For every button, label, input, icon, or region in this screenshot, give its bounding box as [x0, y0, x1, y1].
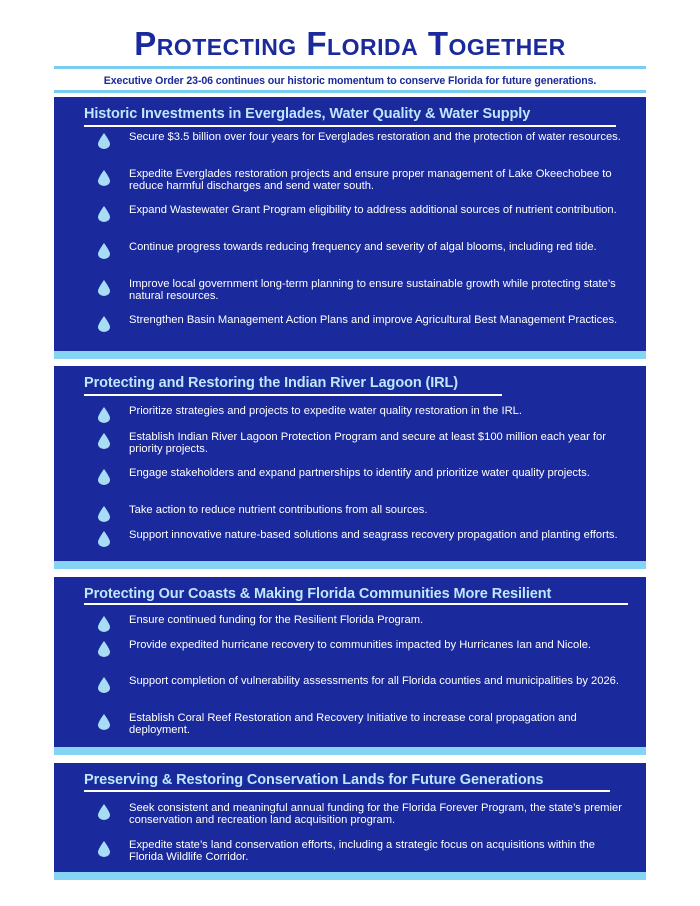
section-title: Protecting and Restoring the Indian River Lagoon (IRL) [84, 375, 459, 391]
title-rule-bottom [54, 90, 646, 93]
section-title: Protecting Our Coasts & Making Florida Communities More Resilient [84, 586, 552, 602]
water-drop-icon [98, 804, 110, 820]
item-text: Secure $3.5 billion over four years for Everglades restoration and the protection of water resources. [129, 131, 621, 143]
water-drop-icon [98, 714, 110, 730]
water-drop-icon [98, 243, 110, 259]
item-text: Establish Coral Reef Restoration and Recovery Initiative to increase coral propagation and deployment. [129, 712, 577, 736]
water-drop-icon [98, 407, 110, 423]
section-conservation-lands [54, 763, 646, 880]
item-text: Improve local government long-term planning to ensure sustainable growth while protecting state’s natural resources. [129, 278, 616, 302]
item-text: Expedite Everglades restoration projects and ensure proper management of Lake Okeechobee to reduce harmful discharges and send water south. [129, 168, 612, 192]
item-text: Provide expedited hurricane recovery to communities impacted by Hurricanes Ian and Nicole. [129, 639, 592, 651]
section-title-rule [84, 394, 502, 396]
water-drop-icon [98, 280, 110, 296]
item-text: Strengthen Basin Management Action Plans and improve Agricultural Best Management Practices. [129, 314, 618, 326]
item-text: Continue progress towards reducing frequency and severity of algal blooms, including red tide. [129, 241, 597, 253]
section-everglades [54, 97, 646, 359]
title-rule-top [54, 66, 646, 69]
water-drop-icon [98, 506, 110, 522]
page-subtitle: Executive Order 23-06 continues our historic momentum to conserve Florida for future generations. [103, 75, 597, 87]
item-text: Expand Wastewater Grant Program eligibility to address additional sources of nutrient contribution. [129, 204, 617, 216]
water-drop-icon [98, 641, 110, 657]
item-text: Support innovative nature-based solutions and seagrass recovery propagation and planting efforts. [129, 529, 618, 541]
item-text: Establish Indian River Lagoon Protection Program and secure at least $100 million each year for priority projects. [129, 431, 606, 455]
item-text: Seek consistent and meaningful annual funding for the Florida Forever Program, the state’s premier conservation and recreation land acquisition program. [129, 802, 622, 826]
section-indian-river-lagoon [54, 366, 646, 569]
item-text: Engage stakeholders and expand partnerships to identify and prioritize water quality projects. [129, 467, 590, 479]
page-title: Protecting Florida Together [134, 25, 566, 62]
section-title-rule [84, 790, 610, 792]
item-text: Expedite state’s land conservation efforts, including a strategic focus on acquisitions within the Florida Wildlife Corridor. [129, 839, 596, 863]
item-text: Prioritize strategies and projects to expedite water quality restoration in the IRL. [129, 405, 523, 417]
item-text: Ensure continued funding for the Resilient Florida Program. [129, 614, 424, 626]
item-text: Take action to reduce nutrient contributions from all sources. [129, 504, 428, 516]
water-drop-icon [98, 616, 110, 632]
water-drop-icon [98, 469, 110, 485]
water-drop-icon [98, 677, 110, 693]
item-text: Support completion of vulnerability assessments for all Florida counties and municipalities by 2026. [129, 675, 620, 687]
water-drop-icon [98, 841, 110, 857]
section-title: Preserving & Restoring Conservation Lands for Future Generations [84, 772, 544, 788]
water-drop-icon [98, 170, 110, 186]
water-drop-icon [98, 206, 110, 222]
section-title: Historic Investments in Everglades, Water Quality & Water Supply [84, 106, 531, 122]
section-coasts-resilience [54, 577, 646, 755]
water-drop-icon [98, 433, 110, 449]
water-drop-icon [98, 133, 110, 149]
section-title-rule [84, 125, 616, 127]
water-drop-icon [98, 531, 110, 547]
section-title-rule [84, 603, 628, 605]
water-drop-icon [98, 316, 110, 332]
